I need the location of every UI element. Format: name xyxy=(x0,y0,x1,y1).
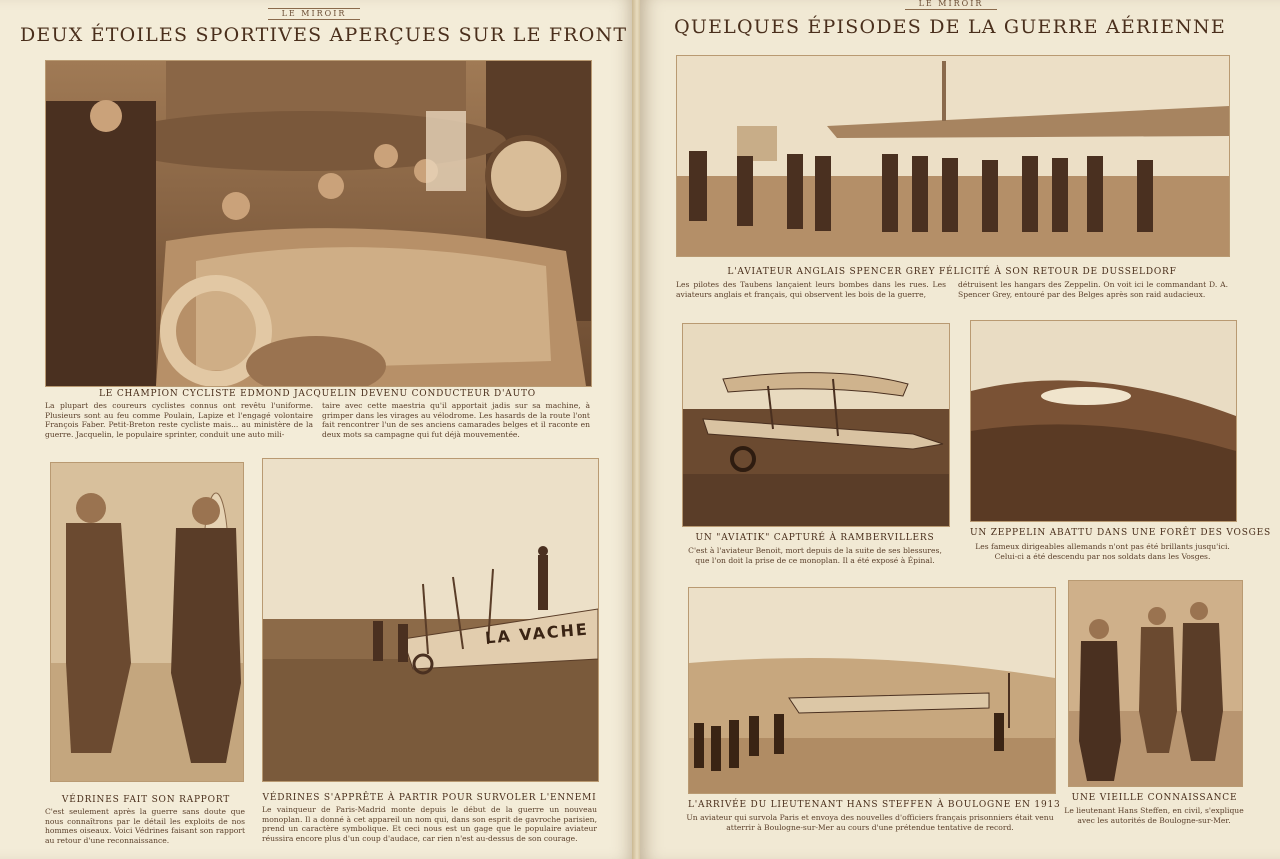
text-jacquelin-col2: taire avec cette maestria qu'il apportait jadis sur sa machine, à grimper dans les virages au vélodrome. Les hasards de la route l'ont fait rencontrer l'un de ses anciens camarades belges et il raconte en deux mots sa campagne qui fut déjà mouvementée. xyxy=(322,401,590,439)
text-aviatik: C'est à l'aviateur Benoit, mort depuis de la suite de ses blessures, que l'on doit la prise de ce monoplan. Il a été exposé à Épinal. xyxy=(688,546,942,565)
plane-lettering: LA VACHE xyxy=(484,619,590,648)
caption-steffen-arrival: L'ARRIVÉE DU LIEUTENANT HANS STEFFEN À BOULOGNE EN 1913 xyxy=(688,800,1061,810)
text-spencer-grey-col1: Les pilotes des Taubens lançaient leurs bombes dans les rues. Les aviateurs anglais et français, qui observent les bois de la guerre, xyxy=(676,280,946,299)
text-steffen-arrival: Un aviateur qui survola Paris et envoya des nouvelles d'officiers français prisonniers était venu atterrir à Boulogne-sur-Mer au cours d'une prétendue tentative de record. xyxy=(686,813,1054,832)
right-page xyxy=(640,0,1280,859)
photo-jacquelin-car xyxy=(45,60,592,387)
caption-zeppelin: UN ZEPPELIN ABATTU DANS UNE FORÊT DES VOSGES xyxy=(970,528,1271,538)
photo-zeppelin xyxy=(970,320,1237,522)
left-headline: DEUX ÉTOILES SPORTIVES APERÇUES SUR LE FRONT xyxy=(20,24,628,46)
photo-vieille-connaissance xyxy=(1068,580,1243,787)
caption-spencer-grey: L'AVIATEUR ANGLAIS SPENCER GREY FÉLICITÉ À SON RETOUR DE DUSSELDORF xyxy=(727,267,1177,277)
left-masthead: LE MIROIR xyxy=(268,8,360,20)
caption-aviatik: UN "AVIATIK" CAPTURÉ À RAMBERVILLERS xyxy=(695,533,935,543)
right-masthead: LE MIROIR xyxy=(905,0,997,10)
text-vedrines-report: C'est seulement après la guerre sans doute que nous connaîtrons par le détail les exploits de nos hommes oiseaux. Voici Védrines faisant son rapport au retour d'une reconnaissance. xyxy=(45,807,245,845)
photo-vedrines-report xyxy=(50,462,244,782)
left-page xyxy=(0,0,635,859)
photo-aviatik xyxy=(682,323,950,527)
caption-vieille-connaissance: UNE VIEILLE CONNAISSANCE xyxy=(1071,793,1238,803)
photo-spencer-grey xyxy=(676,55,1230,257)
text-spencer-grey-col2: détruisent les hangars des Zeppelin. On voit ici le commandant D. A. Spencer Grey, entouré par des Belges après son raid audacieux. xyxy=(958,280,1228,299)
text-vieille-connaissance: Le lieutenant Hans Steffen, en civil, s'explique avec les autorités de Boulogne-sur-Mer. xyxy=(1064,806,1244,825)
text-la-vache: Le vainqueur de Paris-Madrid monte depuis le début de la guerre un nouveau monoplan. Il a donné à cet appareil un nom qui, dans son esprit de gavroche parisien, prend un caractère symbolique. Et ceci nous est un gage que le populaire aviateur réussira encore plus d'un coup d'audace, car rien n'est au-dessus de son courage. xyxy=(262,805,597,843)
caption-vedrines-report: VÉDRINES FAIT SON RAPPORT xyxy=(61,795,231,805)
text-jacquelin-col1: La plupart des coureurs cyclistes connus ont revêtu l'uniforme. Plusieurs sont au feu comme Poulain, Lapize et l'engagé volontaire François Faber. Petit-Breton reste cycliste mais... au ministère de la guerre. Jacquelin, le populaire sprinter, conduit une auto mili- xyxy=(45,401,313,439)
right-headline: QUELQUES ÉPISODES DE LA GUERRE AÉRIENNE xyxy=(674,16,1226,38)
photo-la-vache xyxy=(262,458,599,782)
photo-steffen-arrival xyxy=(688,587,1056,794)
caption-jacquelin: LE CHAMPION CYCLISTE EDMOND JACQUELIN DEVENU CONDUCTEUR D'AUTO xyxy=(99,389,536,399)
text-zeppelin: Les fameux dirigeables allemands n'ont pas été brillants jusqu'ici. Celui-ci a été descendu par nos soldats dans les Vosges. xyxy=(975,542,1230,561)
caption-la-vache: VÉDRINES S'APPRÊTE À PARTIR POUR SURVOLER L'ENNEMI xyxy=(262,793,597,803)
